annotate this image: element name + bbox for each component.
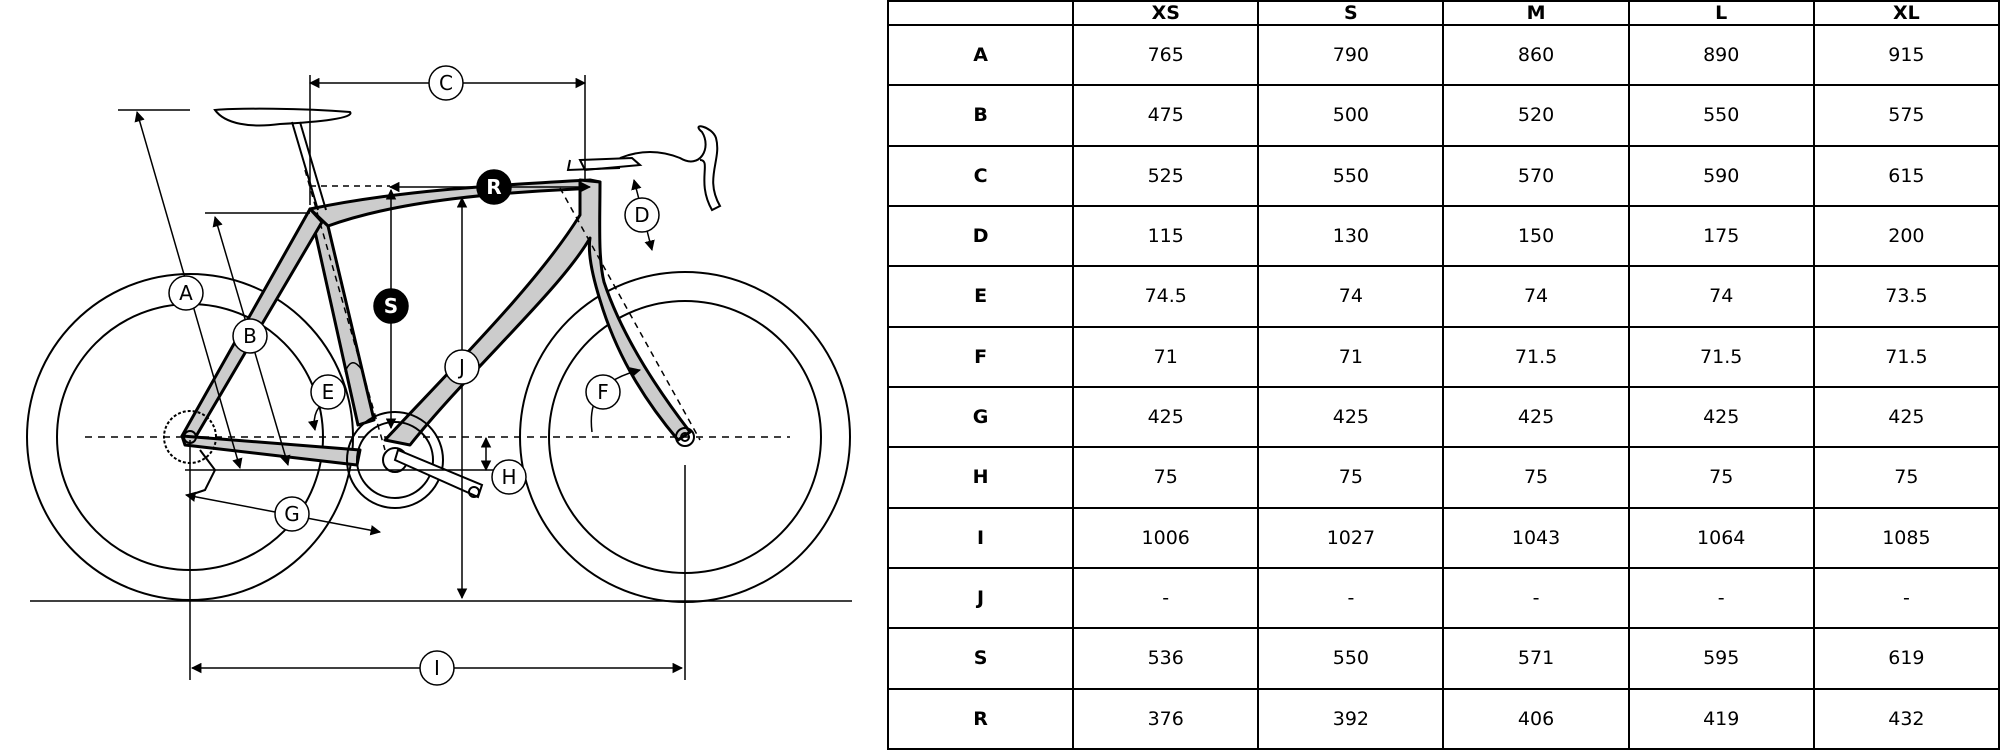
bike-geometry-diagram [0,0,870,750]
table-cell: 915 [1814,25,1999,85]
table-cell: 419 [1629,689,1814,749]
row-label: S [888,628,1073,688]
table-row [888,146,1999,206]
table-cell: 1064 [1629,508,1814,568]
table-row [888,266,1999,326]
table-cell: - [1073,568,1258,628]
table-row [888,628,1999,688]
table-row [888,387,1999,447]
table-cell: 75 [1629,447,1814,507]
table-cell: 200 [1814,206,1999,266]
label-S [374,289,408,323]
svg-text:S: S [383,294,399,318]
row-label: J [888,568,1073,628]
table-cell: 71.5 [1629,327,1814,387]
table-cell: 71 [1258,327,1443,387]
svg-text:J: J [459,355,465,379]
table-cell: 425 [1258,387,1443,447]
header-size-l: L [1629,1,1814,25]
label-F [586,375,620,409]
table-cell: 425 [1443,387,1628,447]
table-cell: 1006 [1073,508,1258,568]
label-D [625,198,659,232]
table-row [888,447,1999,507]
table-cell: 74 [1629,266,1814,326]
table-cell: 1027 [1258,508,1443,568]
table-cell: 115 [1073,206,1258,266]
table-cell: 75 [1073,447,1258,507]
table-cell: 406 [1443,689,1628,749]
header-size-xl: XL [1814,1,1999,25]
table-cell: - [1443,568,1628,628]
table-cell: 595 [1629,628,1814,688]
table-cell: 575 [1814,85,1999,145]
svg-text:E: E [321,380,335,404]
table-cell: 615 [1814,146,1999,206]
label-I [420,651,454,685]
table-cell: 130 [1258,206,1443,266]
table-cell: 71.5 [1814,327,1999,387]
table-cell: 71 [1073,327,1258,387]
table-cell: - [1814,568,1999,628]
table-row [888,327,1999,387]
label-B [233,319,267,353]
table-cell: 536 [1073,628,1258,688]
table-cell: 175 [1629,206,1814,266]
svg-text:I: I [434,656,440,680]
table-cell: 520 [1443,85,1628,145]
row-label: R [888,689,1073,749]
svg-text:H: H [501,465,517,489]
geometry-table [887,0,2000,750]
table-cell: 570 [1443,146,1628,206]
table-cell: 1043 [1443,508,1628,568]
saddle [215,109,350,210]
table-cell: 500 [1258,85,1443,145]
table-cell: 432 [1814,689,1999,749]
row-label: G [888,387,1073,447]
row-label: C [888,146,1073,206]
table-cell: 790 [1258,25,1443,85]
row-label: B [888,85,1073,145]
label-A [169,276,203,310]
table-cell: 150 [1443,206,1628,266]
table-row [888,85,1999,145]
header-size-s: S [1258,1,1443,25]
table-cell: 376 [1073,689,1258,749]
svg-text:B: B [243,324,257,348]
label-G [275,497,309,531]
svg-text:R: R [486,175,502,199]
table-cell: 571 [1443,628,1628,688]
header-corner [888,1,1073,25]
label-C [429,66,463,100]
table-cell: 71.5 [1443,327,1628,387]
label-R [477,170,511,204]
table-cell: 74.5 [1073,266,1258,326]
table-cell: 73.5 [1814,266,1999,326]
svg-text:C: C [439,71,453,95]
header-size-xs: XS [1073,1,1258,25]
table-cell: 425 [1629,387,1814,447]
table-cell: 74 [1443,266,1628,326]
table-cell: - [1629,568,1814,628]
table-cell: 550 [1629,85,1814,145]
table-cell: - [1258,568,1443,628]
table-cell: 619 [1814,628,1999,688]
table-cell: 475 [1073,85,1258,145]
table-cell: 860 [1443,25,1628,85]
svg-text:G: G [284,502,300,526]
table-row [888,206,1999,266]
svg-text:D: D [634,203,650,227]
label-J [445,350,479,384]
table-cell: 74 [1258,266,1443,326]
row-label: E [888,266,1073,326]
header-size-m: M [1443,1,1628,25]
table-cell: 890 [1629,25,1814,85]
row-label: A [888,25,1073,85]
label-H [492,460,526,494]
table-cell: 1085 [1814,508,1999,568]
label-E [311,375,345,409]
table-cell: 75 [1258,447,1443,507]
table-cell: 425 [1814,387,1999,447]
table-row [888,25,1999,85]
table-row [888,689,1999,749]
table-row [888,568,1999,628]
row-label: I [888,508,1073,568]
row-label: D [888,206,1073,266]
table-cell: 525 [1073,146,1258,206]
row-label: H [888,447,1073,507]
table-cell: 550 [1258,146,1443,206]
table-cell: 392 [1258,689,1443,749]
table-cell: 425 [1073,387,1258,447]
table-cell: 590 [1629,146,1814,206]
svg-text:F: F [597,380,609,404]
row-label: F [888,327,1073,387]
header-row [888,1,1999,25]
table-cell: 75 [1443,447,1628,507]
table-cell: 75 [1814,447,1999,507]
table-cell: 550 [1258,628,1443,688]
svg-text:A: A [179,281,193,305]
table-row [888,508,1999,568]
table-cell: 765 [1073,25,1258,85]
